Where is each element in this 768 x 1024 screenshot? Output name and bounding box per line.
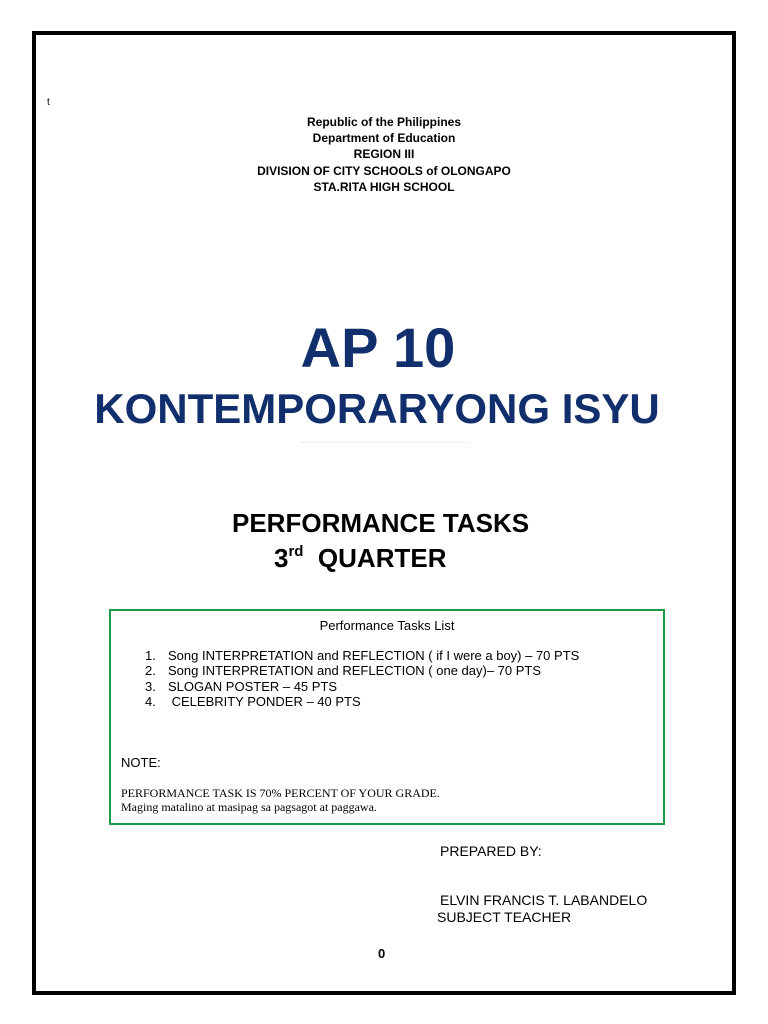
- teacher-name: ELVIN FRANCIS T. LABANDELO: [440, 892, 648, 908]
- task-list-box: [109, 609, 665, 825]
- list-item: [111, 679, 651, 694]
- list-item: [111, 648, 651, 663]
- task-number: 1.: [145, 648, 156, 663]
- stray-mark: t: [47, 97, 50, 108]
- subject-code: AP 10: [300, 316, 456, 379]
- task-number: 2.: [145, 663, 156, 679]
- faint-divider: [300, 442, 470, 444]
- note-grade: PERFORMANCE TASK IS 70% PERCENT OF YOUR GRADE.: [121, 786, 440, 800]
- header-school: STA.RITA HIGH SCHOOL: [313, 179, 455, 194]
- note-label: NOTE:: [121, 755, 161, 770]
- page-number: 0: [378, 946, 386, 961]
- header-department: Department of Education: [312, 131, 456, 146]
- quarter-heading: [274, 542, 446, 574]
- task-text: SLOGAN POSTER – 45 PTS: [168, 678, 338, 694]
- performance-title: PERFORMANCE TASKS: [232, 508, 530, 538]
- task-text: Song INTERPRETATION and REFLECTION ( if I were a boy) – 70 PTS: [168, 648, 580, 663]
- quarter-label: QUARTER: [317, 543, 447, 573]
- task-number: 3.: [145, 678, 156, 694]
- task-list-title: Performance Tasks List: [319, 618, 455, 633]
- note-reminder: Maging matalino at masipag sa pagsagot at paggawa.: [121, 800, 377, 814]
- task-text: CELEBRITY PONDER – 40 PTS: [168, 694, 361, 710]
- quarter-suffix: rd: [288, 543, 304, 560]
- quarter-number: 3: [274, 543, 289, 573]
- header-region: REGION III: [353, 147, 415, 162]
- subject-title: KONTEMPORARYONG ISYU: [94, 385, 660, 432]
- teacher-role: SUBJECT TEACHER: [437, 909, 572, 925]
- header-division: DIVISION OF CITY SCHOOLS of OLONGAPO: [257, 163, 511, 178]
- list-item: [111, 694, 651, 709]
- school-header: [0, 114, 768, 195]
- prepared-by-label: PREPARED BY:: [440, 843, 542, 859]
- task-text: Song INTERPRETATION and REFLECTION ( one day)– 70 PTS: [168, 663, 542, 679]
- task-list: [111, 648, 651, 710]
- header-republic: Republic of the Philippines: [306, 115, 461, 129]
- task-number: 4.: [145, 694, 156, 710]
- list-item: [111, 663, 651, 678]
